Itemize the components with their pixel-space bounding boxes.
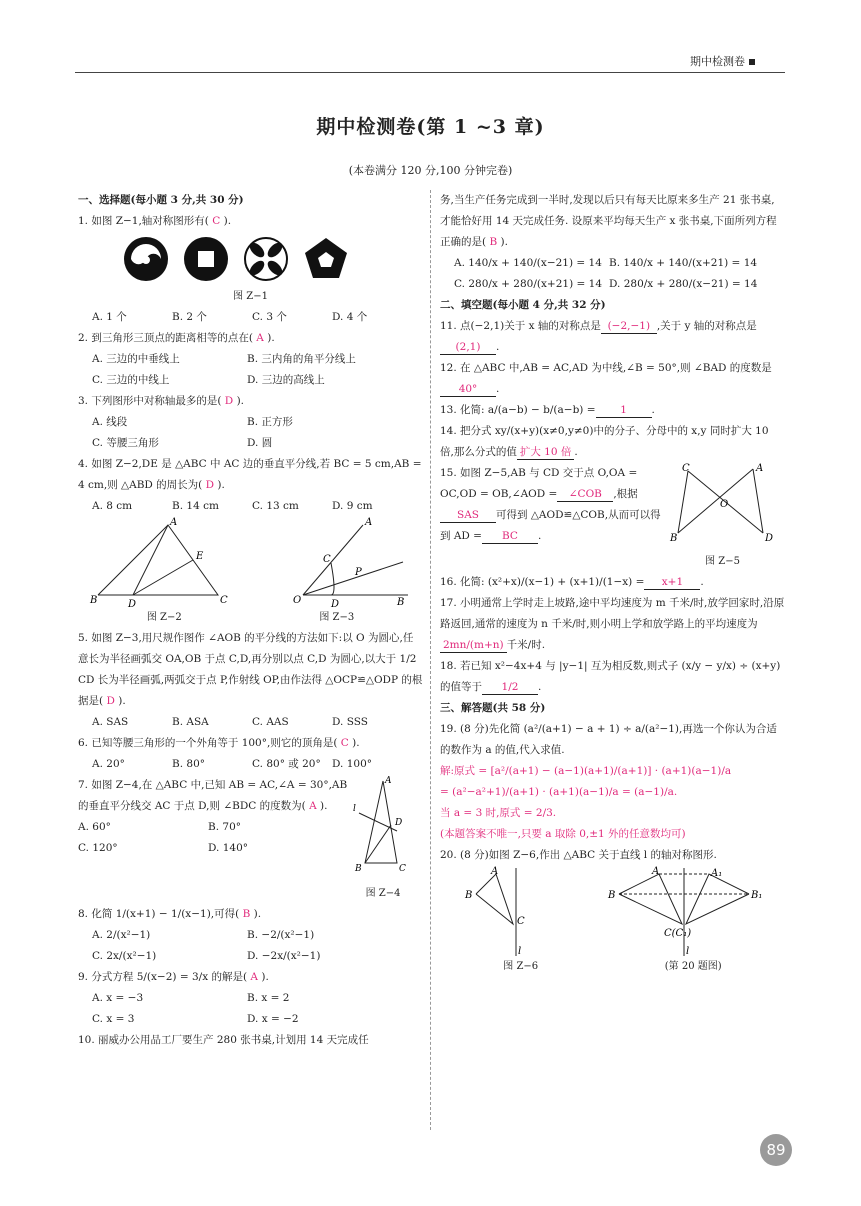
caption-z3: 图 Z−3 (319, 612, 355, 623)
svg-text:A: A (365, 517, 373, 528)
q3-option-b: B. 正方形 (247, 416, 293, 428)
q10-option-b: B. 140/x + 140/(x+21) = 14 (609, 257, 758, 269)
caption-z6: 图 Z−6 (503, 961, 539, 972)
right-column (440, 190, 785, 977)
svg-text:E: E (196, 551, 204, 562)
svg-text:C: C (399, 864, 406, 874)
q7-option-a: A. 60° (78, 821, 111, 833)
svg-text:A₁: A₁ (710, 868, 722, 879)
q8-option-a: A. 2/(x²−1) (92, 929, 151, 941)
q3-option-a: A. 线段 (92, 416, 128, 428)
q9-option-b: B. x = 2 (247, 992, 290, 1004)
q19-solution-3: 当 a = 3 时,原式 = 2/3. (440, 807, 557, 819)
question-20: 20. (8 分)如图 Z−6,作出 △ABC 关于直线 l 的轴对称图形. (440, 849, 717, 861)
question-9: 9. 分式方程 5/(x−2) = 3/x 的解是( A ). (78, 971, 269, 983)
symbol-2 (183, 236, 229, 282)
figure-q20-answer (604, 866, 764, 956)
q9-options (78, 988, 423, 1030)
q6-option-c: C. 80° 或 20° (252, 758, 321, 770)
question-1: 1. 如图 Z−1,轴对称图形有( C ). (78, 215, 232, 227)
captions-z6 (440, 956, 785, 977)
svg-text:B: B (397, 597, 405, 607)
q5-option-c: C. AAS (252, 716, 289, 728)
caption-z5: 图 Z−5 (705, 556, 740, 567)
figures-z6 (440, 866, 785, 956)
svg-text:A: A (385, 776, 392, 786)
q7-options (78, 817, 348, 859)
figure-z3 (293, 517, 413, 607)
svg-text:C: C (517, 916, 525, 927)
figure-z4 (353, 775, 413, 875)
question-7: 7. 如图 Z−4,在 △ABC 中,已知 AB = AC,∠A = 30°,AB 的垂直平分线交 AC 于点 D,则 ∠BDC 的度数为( A ). (78, 779, 348, 812)
symbol-1 (123, 236, 169, 282)
svg-text:A: A (491, 866, 499, 877)
q9-option-d: D. x = −2 (247, 1013, 299, 1025)
q6-option-b: B. 80° (172, 758, 206, 770)
q9-option-a: A. x = −3 (92, 992, 144, 1004)
svg-text:B: B (355, 864, 362, 874)
question-12: 12. 在 △ABC 中,AB = AC,AD 为中线,∠B = 50°,则 ∠BAD 的度数是40° . (440, 362, 772, 395)
svg-text:l: l (353, 804, 356, 814)
q6-option-a: A. 20° (92, 758, 125, 770)
svg-text:B: B (607, 890, 616, 901)
question-4: 4. 如图 Z−2,DE 是 △ABC 中 AC 边的垂直平分线,若 BC = 5 cm,AB = 4 cm,则 △ABD 的周长为( D ). (78, 458, 422, 491)
svg-text:C: C (681, 463, 690, 474)
q10-option-a: A. 140/x + 140/(x−21) = 14 (454, 257, 602, 269)
question-19: 19. (8 分)先化简 (a²/(a+1) − a + 1) ÷ a/(a²−1),再选一个你认为合适的数作为 a 的值,代入求值. (440, 723, 777, 756)
svg-text:C: C (220, 595, 228, 606)
q1-options (78, 307, 423, 328)
svg-text:B: B (465, 890, 473, 901)
question-8: 8. 化简 1/(x+1) − 1/(x−1),可得( B ). (78, 908, 262, 920)
page-title: 期中检测卷(第 1 ~3 章) (316, 116, 545, 138)
q4-option-b: B. 14 cm (172, 500, 219, 512)
q4-option-d: D. 9 cm (332, 500, 373, 512)
svg-text:P: P (355, 567, 362, 578)
svg-text:D: D (764, 533, 773, 543)
question-10-start: 10. 丽威办公用品工厂要生产 280 张书桌,计划用 14 天完成任 (78, 1034, 369, 1046)
question-18: 18. 若已知 x²−4x+4 与 |y−1| 互为相反数,则式子 (x/y − y/x) ÷ (x+y) 的值等于 1/2 . (440, 660, 781, 693)
question-3: 3. 下列图形中对称轴最多的是( D ). (78, 395, 244, 407)
question-2: 2. 到三角形三顶点的距离相等的点在( A ). (78, 332, 275, 344)
figure-z2 (88, 517, 228, 607)
svg-text:D: D (331, 599, 340, 607)
q19-solution-1: 解:原式 = [a²/(a+1) − (a−1)(a+1)/(a+1)] · (a+1)(a−1)/a (440, 765, 732, 777)
caption-z2: 图 Z−2 (146, 612, 182, 623)
question-14: 14. 把分式 xy/(x+y)(x≠0,y≠0)中的分子、分母中的 x,y 同时扩大 10 倍,那么分式的值 扩大 10 倍 . (440, 425, 769, 458)
q10-option-c: C. 280/x + 280/(x+21) = 14 (454, 278, 602, 290)
figure-z6 (461, 866, 561, 956)
svg-text:D: D (128, 599, 137, 607)
q8-option-d: D. −2x/(x²−1) (247, 950, 321, 962)
q5-options (78, 712, 423, 733)
figures-z2-z3 (78, 517, 423, 607)
svg-text:C: C (323, 554, 331, 565)
page-number-badge: 89 (760, 1134, 792, 1166)
q3-options (78, 412, 423, 454)
q19-solution-note: (本题答案不唯一,只要 a 取除 0,±1 外的任意数均可) (440, 828, 686, 840)
q5-option-d: D. SSS (332, 716, 368, 728)
symbol-4 (303, 236, 349, 282)
question-11: 11. 点(−2,1)关于 x 轴的对称点是 (−2,−1) ,关于 y 轴的对称点是(2,1) . (440, 320, 757, 353)
svg-text:A: A (170, 517, 178, 528)
q2-option-a: A. 三边的中垂线上 (92, 353, 180, 365)
q7-option-d: D. 140° (208, 842, 249, 854)
svg-text:A: A (651, 866, 659, 877)
q8-options (78, 925, 423, 967)
question-5: 5. 如图 Z−3,用尺规作图作 ∠AOB 的平分线的方法如下:以 O 为圆心,任意长为半径画弧交 OA,OB 于点 C,D,再分别以点 C,D 为圆心,以大于 1/2 CD 长为半径画弧,两弧交于点 P,作射线 OP,由作法得 △OCP≌△ODP 的根据是( D ). (78, 632, 423, 707)
q5-option-a: A. SAS (92, 716, 129, 728)
page-subtitle: (本卷满分 120 分,100 分钟完卷) (348, 164, 513, 177)
section-choice: 一、选择题(每小题 3 分,共 30 分) (78, 194, 244, 206)
q2-options (78, 349, 423, 391)
question-6: 6. 已知等腰三角形的一个外角等于 100°,则它的顶角是( C ). (78, 737, 360, 749)
q1-option-b: B. 2 个 (172, 311, 207, 323)
question-17: 17. 小明通常上学时走上坡路,途中平均速度为 m 千米/时,放学回家时,沿原路返回,通常的速度为 n 千米/时,则小明上学和放学路上的平均速度为2mn/(m+n) 千米/时. (440, 597, 785, 651)
question-13: 13. 化简: a/(a−b) − b/(a−b) = 1 . (440, 404, 655, 416)
svg-text:l: l (685, 946, 689, 956)
caption-z1: 图 Z−1 (233, 291, 268, 302)
q8-option-c: C. 2x/(x²−1) (92, 950, 157, 962)
figure-z5 (668, 463, 778, 543)
q7-block (78, 775, 423, 904)
question-16: 16. 化简: (x²+x)/(x−1) + (x+1)/(1−x) = x+1 . (440, 576, 704, 588)
q3-option-c: C. 等腰三角形 (92, 437, 159, 449)
q4-option-a: A. 8 cm (92, 500, 133, 512)
svg-text:O: O (293, 595, 302, 606)
svg-text:l: l (518, 946, 522, 956)
q2-option-d: D. 三边的高线上 (247, 374, 325, 386)
q1-option-c: C. 3 个 (252, 311, 287, 323)
q10-option-d: D. 280/x + 280/(x−21) = 14 (609, 278, 758, 290)
q5-option-b: B. ASA (172, 716, 209, 728)
q4-option-c: C. 13 cm (252, 500, 299, 512)
left-column (78, 190, 423, 1051)
symbol-3 (243, 236, 289, 282)
q10-options (440, 253, 785, 295)
svg-text:B: B (90, 595, 98, 606)
figure-z1-symbols (78, 236, 423, 282)
q6-option-d: D. 100° (332, 758, 373, 770)
q4-options (78, 496, 423, 517)
question-10-cont: 务,当生产任务完成到一半时,发现以后只有每天比原来多生产 21 张书桌,才能恰好用 14 天完成任务. 设原来平均每天生产 x 张书桌,下面所列方程正确的是( B ). (440, 194, 777, 248)
q3-option-d: D. 圆 (247, 437, 273, 449)
q9-option-c: C. x = 3 (92, 1013, 135, 1025)
svg-text:A: A (755, 463, 763, 474)
running-header: 期中检测卷 (690, 53, 755, 69)
question-15: 15. 如图 Z−5,AB 与 CD 交于点 O,OA = OC,OD = OB,∠AOD = ∠COB ,根据SAS 可得到 △AOD≌△COB,从而可以得到 AD = BC . (440, 467, 661, 542)
column-divider (430, 190, 431, 1130)
q6-options (78, 754, 423, 775)
q1-option-a: A. 1 个 (92, 311, 127, 323)
svg-text:O: O (719, 499, 728, 510)
q2-option-c: C. 三边的中线上 (92, 374, 170, 386)
svg-text:B₁: B₁ (750, 890, 763, 901)
q15-block (440, 463, 785, 572)
caption-q20: (第 20 题图) (664, 961, 722, 972)
q7-option-b: B. 70° (208, 821, 242, 833)
caption-z4: 图 Z−4 (365, 888, 401, 899)
q19-solution-2: = (a²−a²+1)/(a+1) · (a+1)(a−1)/a = (a−1)/a. (440, 786, 678, 798)
section-solve: 三、解答题(共 58 分) (440, 702, 546, 714)
svg-text:C(C₁): C(C₁) (663, 928, 691, 939)
captions-z2-z3 (78, 607, 423, 628)
q2-option-b: B. 三内角的角平分线上 (247, 353, 356, 365)
q7-option-c: C. 120° (78, 842, 118, 854)
q1-option-d: D. 4 个 (332, 311, 368, 323)
q8-option-b: B. −2/(x²−1) (247, 929, 315, 941)
section-fill: 二、填空题(每小题 4 分,共 32 分) (440, 299, 606, 311)
svg-text:B: B (669, 533, 677, 543)
header-rule (75, 72, 785, 73)
svg-text:D: D (395, 818, 403, 828)
